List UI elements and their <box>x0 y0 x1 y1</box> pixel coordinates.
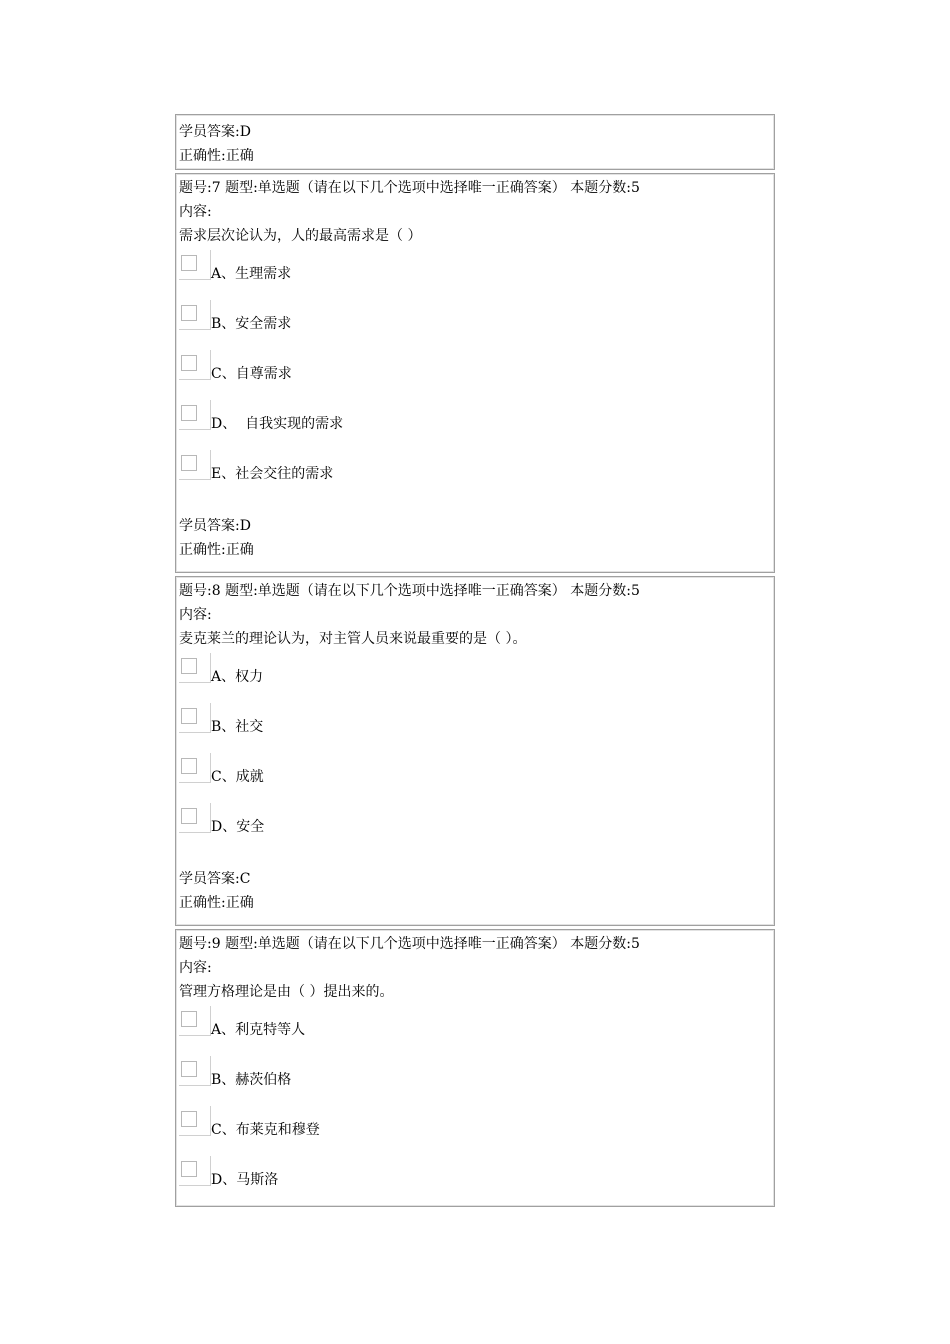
correctness-label: 正确性: <box>179 542 226 558</box>
option-b-checkbox[interactable] <box>179 300 211 330</box>
answer-value: D <box>239 518 251 534</box>
question-block-7 <box>175 173 775 573</box>
question-block-9 <box>175 929 775 1207</box>
option-b-label: B、安全需求 <box>211 316 292 332</box>
option-d-checkbox[interactable] <box>179 400 211 430</box>
option-c-label: C、布莱克和穆登 <box>211 1122 320 1138</box>
content-label: 内容: <box>179 960 212 976</box>
correctness-value: 正确 <box>225 542 254 558</box>
option-a <box>179 1004 774 1054</box>
prev-result-block <box>175 114 775 170</box>
answer-value: C <box>239 871 251 887</box>
correctness-value: 正确 <box>225 895 254 911</box>
option-b-checkbox[interactable] <box>179 703 211 733</box>
option-e-label: E、社会交往的需求 <box>211 466 334 482</box>
answer-value: D <box>239 124 251 140</box>
answer-line <box>179 514 774 538</box>
question-stem: 需求层次论认为，人的最高需求是（ ） <box>179 228 422 244</box>
option-d-label: D、安全 <box>211 819 265 835</box>
option-c-checkbox[interactable] <box>179 350 211 380</box>
question-stem: 麦克莱兰的理论认为，对主管人员来说最重要的是（ ）。 <box>179 631 527 647</box>
exam-sheet <box>175 114 775 1210</box>
option-b-checkbox[interactable] <box>179 1056 211 1086</box>
answer-label: 学员答案: <box>179 124 240 140</box>
correctness-line <box>179 891 774 915</box>
content-label: 内容: <box>179 607 212 623</box>
option-a-label: A、利克特等人 <box>211 1022 306 1038</box>
answer-label: 学员答案: <box>179 518 240 534</box>
option-c <box>179 751 774 801</box>
option-d-label: D、 自我实现的需求 <box>211 416 344 432</box>
question-stem: 管理方格理论是由（ ）提出来的。 <box>179 984 394 1000</box>
option-b-label: B、社交 <box>211 719 264 735</box>
answer-label: 学员答案: <box>179 871 240 887</box>
answer-line <box>179 867 774 891</box>
option-d <box>179 801 774 851</box>
option-c-checkbox[interactable] <box>179 1106 211 1136</box>
option-a-label: A、权力 <box>211 669 264 685</box>
option-d <box>179 1154 774 1204</box>
option-d-checkbox[interactable] <box>179 1156 211 1186</box>
option-e <box>179 448 774 498</box>
option-c-label: C、自尊需求 <box>211 366 292 382</box>
question-block-8 <box>175 576 775 926</box>
option-d-label: D、马斯洛 <box>211 1172 279 1188</box>
question-header: 题号:7 题型:单选题（请在以下几个选项中选择唯一正确答案） 本题分数:5 <box>179 180 640 196</box>
correctness-line <box>179 538 774 562</box>
question-header: 题号:8 题型:单选题（请在以下几个选项中选择唯一正确答案） 本题分数:5 <box>179 583 640 599</box>
option-c <box>179 1104 774 1154</box>
option-e-checkbox[interactable] <box>179 450 211 480</box>
option-b-label: B、赫茨伯格 <box>211 1072 292 1088</box>
option-c-checkbox[interactable] <box>179 753 211 783</box>
option-a-checkbox[interactable] <box>179 653 211 683</box>
option-c-label: C、成就 <box>211 769 264 785</box>
correctness-label: 正确性: <box>179 895 226 911</box>
option-a-label: A、生理需求 <box>211 266 292 282</box>
option-d-checkbox[interactable] <box>179 803 211 833</box>
option-a-checkbox[interactable] <box>179 250 211 280</box>
correctness-label: 正确性: <box>179 148 226 164</box>
option-d <box>179 398 774 448</box>
correctness-value: 正确 <box>225 148 254 164</box>
question-header: 题号:9 题型:单选题（请在以下几个选项中选择唯一正确答案） 本题分数:5 <box>179 936 640 952</box>
option-b <box>179 298 774 348</box>
correctness-line <box>179 144 774 168</box>
option-b <box>179 1054 774 1104</box>
content-label: 内容: <box>179 204 212 220</box>
option-a-checkbox[interactable] <box>179 1006 211 1036</box>
option-c <box>179 348 774 398</box>
option-a <box>179 248 774 298</box>
answer-line <box>179 120 774 144</box>
option-a <box>179 651 774 701</box>
option-b <box>179 701 774 751</box>
